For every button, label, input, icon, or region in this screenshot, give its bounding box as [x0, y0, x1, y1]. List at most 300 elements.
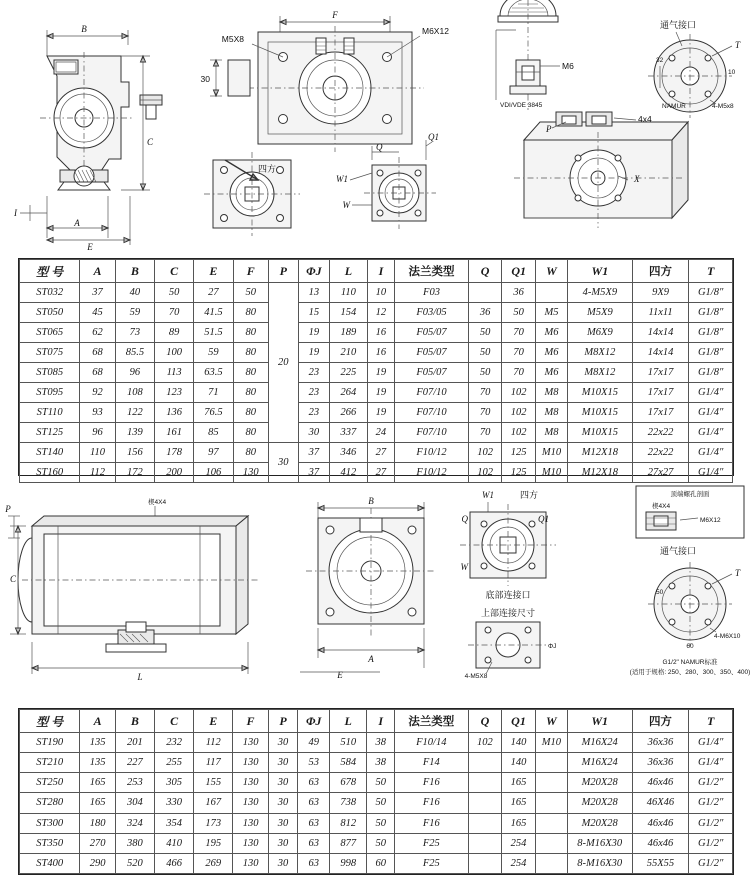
svg-text:60: 60	[686, 643, 694, 650]
cell-value: 46X46	[632, 793, 689, 813]
cell-value: 38	[367, 753, 395, 773]
cell-value: 22x22	[632, 423, 689, 443]
cell-value: 22x22	[632, 443, 689, 463]
cell-value	[535, 753, 567, 773]
cell-value: 46x46	[632, 773, 689, 793]
cell-value: 122	[115, 403, 154, 423]
cell-model: ST095	[20, 383, 80, 403]
svg-text:W: W	[460, 562, 468, 572]
svg-text:Q: Q	[376, 142, 383, 152]
cell-value: 10	[367, 283, 395, 303]
spec-table-top-grid	[19, 259, 733, 483]
th-i: I	[367, 260, 395, 283]
cell-model: ST032	[20, 283, 80, 303]
table-body-top	[20, 283, 733, 483]
cell-value: 37	[298, 443, 330, 463]
svg-text:Q: Q	[461, 514, 468, 524]
cell-value: 46x46	[632, 813, 689, 833]
cell-value: G1/4″	[689, 423, 733, 443]
cell-value: 63	[298, 813, 330, 833]
cell-value: G1/8″	[689, 343, 733, 363]
cell-value: 165	[502, 773, 536, 793]
svg-text:ΦJ: ΦJ	[548, 643, 557, 650]
svg-text:50: 50	[656, 589, 664, 596]
cell-value: 178	[155, 443, 194, 463]
cell-value: F03	[395, 283, 469, 303]
cell-value: 24	[367, 423, 395, 443]
cell-value: 16	[367, 323, 395, 343]
cell-model: ST160	[20, 463, 80, 483]
cell-value	[468, 813, 502, 833]
th-e: E	[194, 260, 233, 283]
cell-value: 16	[367, 343, 395, 363]
cell-value: 50	[468, 363, 502, 383]
cell-value: 102	[502, 423, 536, 443]
cell-value: 30	[268, 773, 298, 793]
cell-value: 96	[80, 423, 115, 443]
svg-text:G1/2" NAMUR标准: G1/2" NAMUR标准	[662, 659, 718, 666]
svg-text:底部连接口: 底部连接口	[485, 590, 531, 600]
cell-value: 130	[233, 813, 268, 833]
cell-value: G1/2″	[689, 853, 733, 873]
svg-text:X: X	[634, 174, 640, 184]
cell-value: 38	[367, 733, 395, 753]
cell-value: G1/4″	[689, 753, 733, 773]
cell-model: ST140	[20, 443, 80, 463]
cell-value	[535, 773, 567, 793]
svg-text:四方: 四方	[258, 164, 277, 174]
cell-model: ST250	[20, 773, 80, 793]
view-namur-cap-bottom	[630, 545, 750, 676]
cell-value: 232	[154, 733, 193, 753]
cell-value: 165	[80, 773, 115, 793]
th-l: L	[330, 710, 367, 733]
cell-value: 27x27	[632, 463, 689, 483]
cell-value: 112	[80, 463, 115, 483]
cell-value: F25	[395, 853, 469, 873]
table-header-row	[20, 710, 733, 733]
cell-value: 68	[80, 363, 115, 383]
cell-value: 102	[502, 403, 536, 423]
th-a: A	[80, 710, 115, 733]
cell-value: 102	[468, 463, 502, 483]
cell-value: 8-M16X30	[567, 853, 632, 873]
cell-value: M10X15	[568, 383, 633, 403]
svg-text:W1: W1	[482, 490, 494, 500]
svg-text:楔4X4: 楔4X4	[148, 499, 167, 506]
cell-model: ST050	[20, 303, 80, 323]
cell-value: 354	[154, 813, 193, 833]
cell-value: 50	[367, 813, 395, 833]
svg-text:W: W	[342, 200, 350, 210]
cell-value: 102	[468, 733, 502, 753]
cell-value: 70	[502, 343, 536, 363]
th-q1: Q1	[502, 260, 536, 283]
cell-value: 100	[155, 343, 194, 363]
svg-text:F: F	[332, 10, 338, 20]
svg-text:M6X12: M6X12	[422, 26, 449, 36]
view-top-thread-section	[636, 486, 744, 538]
cell-value: F05/07	[395, 323, 469, 343]
view-long-side	[4, 497, 258, 682]
cell-value: 19	[298, 343, 330, 363]
svg-text:NAMUR: NAMUR	[662, 103, 686, 110]
cell-value: 37	[298, 463, 330, 483]
cell-value: 412	[330, 463, 367, 483]
cell-value: 19	[367, 383, 395, 403]
table-row	[20, 323, 733, 343]
cell-value: M12X18	[568, 463, 633, 483]
cell-model: ST210	[20, 753, 80, 773]
svg-text:通气接口: 通气接口	[660, 20, 697, 30]
cell-value: 36	[468, 303, 502, 323]
cell-value: 14x14	[632, 343, 689, 363]
cell-value: 998	[330, 853, 367, 873]
cell-value: 266	[330, 403, 367, 423]
cell-value: F25	[395, 833, 469, 853]
cell-model: ST065	[20, 323, 80, 343]
cell-value: 225	[330, 363, 367, 383]
svg-text:B: B	[81, 24, 87, 34]
cell-value: 80	[233, 303, 268, 323]
view-left-side	[13, 24, 162, 252]
cell-value: 80	[233, 403, 268, 423]
cell-value: F03/05	[395, 303, 469, 323]
cell-value: G1/4″	[689, 383, 733, 403]
cell-value: G1/8″	[689, 363, 733, 383]
cell-value: 140	[502, 753, 536, 773]
cell-value: 165	[502, 813, 536, 833]
cell-value	[535, 833, 567, 853]
svg-text:L: L	[137, 672, 143, 682]
svg-text:C: C	[146, 137, 154, 147]
svg-text:30: 30	[200, 74, 210, 84]
cell-value: 19	[367, 403, 395, 423]
cell-value: 102	[502, 383, 536, 403]
cell-value: F05/07	[395, 343, 469, 363]
cell-value: 195	[194, 833, 233, 853]
cell-value: 130	[233, 773, 268, 793]
cell-value: 50	[155, 283, 194, 303]
table-row	[20, 853, 733, 873]
cell-value: 330	[154, 793, 193, 813]
cell-value: 50	[367, 833, 395, 853]
cell-value: 27	[194, 283, 233, 303]
cell-value: 108	[115, 383, 154, 403]
cell-model: ST300	[20, 813, 80, 833]
svg-text:W1: W1	[336, 174, 348, 184]
table-row	[20, 773, 733, 793]
cell-value: 36	[502, 283, 536, 303]
cell-value: 60	[367, 853, 395, 873]
cell-value: 12	[367, 303, 395, 323]
cell-value: 346	[330, 443, 367, 463]
cell-value: 27	[367, 463, 395, 483]
view-end-square	[300, 496, 436, 680]
cell-value: 130	[233, 853, 268, 873]
cell-value: 85.5	[115, 343, 154, 363]
svg-text:10: 10	[728, 69, 736, 76]
cell-value: 30	[268, 753, 298, 773]
cell-value: M10	[535, 733, 567, 753]
cell-value: F05/07	[395, 363, 469, 383]
cell-value: 254	[502, 853, 536, 873]
cell-value: 264	[330, 383, 367, 403]
cell-value	[468, 283, 502, 303]
cell-value: 17x17	[632, 363, 689, 383]
th-q: Q	[468, 710, 502, 733]
svg-text:T: T	[735, 568, 741, 578]
th-phij: ΦJ	[298, 710, 330, 733]
th-e: E	[194, 710, 233, 733]
th-w: W	[535, 260, 567, 283]
th-phij: ΦJ	[298, 260, 330, 283]
cell-value: 49	[298, 733, 330, 753]
cell-value: 80	[233, 423, 268, 443]
cell-value: 102	[468, 443, 502, 463]
cell-value: 125	[502, 443, 536, 463]
cell-value: 70	[468, 383, 502, 403]
svg-text:VDI/VDE 3845: VDI/VDE 3845	[500, 102, 543, 109]
svg-text:楔4X4: 楔4X4	[652, 503, 671, 510]
cell-value: 304	[115, 793, 154, 813]
cell-value: F10/12	[395, 463, 469, 483]
cell-value: 113	[155, 363, 194, 383]
cell-value: M10X15	[568, 423, 633, 443]
cell-model: ST190	[20, 733, 80, 753]
th-flange: 法兰类型	[395, 710, 469, 733]
view-vdi-detail	[496, 0, 574, 110]
svg-text:P: P	[5, 504, 11, 514]
svg-text:四方: 四方	[520, 490, 539, 500]
svg-text:T: T	[735, 40, 741, 50]
cell-value: 36x36	[632, 753, 689, 773]
cell-value: F10/12	[395, 443, 469, 463]
view-body-right	[514, 112, 688, 228]
cell-value: 305	[154, 773, 193, 793]
svg-text:A: A	[368, 654, 374, 664]
cell-value	[535, 793, 567, 813]
cell-value: 30	[268, 733, 298, 753]
svg-text:(适用于规格: 250、280、300、350、400): (适用于规格: 250、280、300、350、400)	[629, 669, 750, 676]
cell-value: 73	[115, 323, 154, 343]
cell-value	[468, 833, 502, 853]
th-flange: 法兰类型	[395, 260, 469, 283]
cell-value: 167	[194, 793, 233, 813]
cell-value: 41.5	[194, 303, 233, 323]
cell-value: 23	[298, 403, 330, 423]
svg-text:Q1: Q1	[538, 514, 549, 524]
cell-value: 106	[194, 463, 233, 483]
cell-value: 269	[194, 853, 233, 873]
th-f: F	[233, 710, 268, 733]
table-row	[20, 753, 733, 773]
cell-value	[535, 283, 567, 303]
th-w1: W1	[568, 260, 633, 283]
cell-value: F07/10	[395, 403, 469, 423]
cell-value: 50	[233, 283, 268, 303]
cell-value: 156	[115, 443, 154, 463]
cell-value: 13	[298, 283, 330, 303]
cell-value: 466	[154, 853, 193, 873]
cell-value: 154	[330, 303, 367, 323]
table-row	[20, 733, 733, 753]
cell-value: 11x11	[632, 303, 689, 323]
cell-value: 50	[502, 303, 536, 323]
cell-value: 117	[194, 753, 233, 773]
svg-text:C: C	[10, 574, 17, 584]
cell-value: 210	[330, 343, 367, 363]
svg-text:P: P	[546, 124, 552, 134]
table-row	[20, 463, 733, 483]
cell-value: G1/4″	[689, 443, 733, 463]
cell-value: 40	[115, 283, 154, 303]
cell-value: 17x17	[632, 383, 689, 403]
cell-value: 80	[233, 323, 268, 343]
cell-value: 324	[115, 813, 154, 833]
th-square: 四方	[632, 710, 689, 733]
cell-value: 584	[330, 753, 367, 773]
cell-value: M8	[535, 423, 567, 443]
cell-value: 93	[80, 403, 115, 423]
cell-value: F16	[395, 813, 469, 833]
cell-value: 140	[502, 733, 536, 753]
th-q1: Q1	[502, 710, 536, 733]
table-body-bottom	[20, 733, 733, 874]
cell-value: 92	[80, 383, 115, 403]
cell-value: 80	[233, 363, 268, 383]
cell-value: M5X9	[568, 303, 633, 323]
cell-value: 227	[115, 753, 154, 773]
svg-text:M6X12: M6X12	[700, 517, 721, 524]
cell-value: 14x14	[632, 323, 689, 343]
cell-value: 70	[502, 323, 536, 343]
cell-value: 738	[330, 793, 367, 813]
th-a: A	[80, 260, 115, 283]
cell-value: 76.5	[194, 403, 233, 423]
cell-value: 30	[268, 793, 298, 813]
cell-value: 125	[502, 463, 536, 483]
cell-value: 70	[502, 363, 536, 383]
cell-value: 136	[155, 403, 194, 423]
cell-value: 130	[233, 753, 268, 773]
th-i: I	[367, 710, 395, 733]
svg-text:4-M5x8: 4-M5x8	[712, 103, 734, 110]
cell-value: G1/4″	[689, 733, 733, 753]
cell-value: 255	[154, 753, 193, 773]
cell-value: 23	[298, 383, 330, 403]
cell-value: 201	[115, 733, 154, 753]
cell-value: G1/2″	[689, 833, 733, 853]
cell-value: 70	[468, 423, 502, 443]
th-p: P	[268, 710, 298, 733]
cell-value: 110	[80, 443, 115, 463]
cell-value: 135	[80, 733, 115, 753]
cell-value: M6	[535, 323, 567, 343]
cell-value: M8X12	[568, 343, 633, 363]
cell-value: 70	[155, 303, 194, 323]
cell-value: 130	[233, 793, 268, 813]
cell-value: 135	[80, 753, 115, 773]
svg-text:通气接口: 通气接口	[660, 546, 697, 556]
svg-text:上部连接尺寸: 上部连接尺寸	[480, 608, 536, 618]
th-model: 型 号	[20, 260, 80, 283]
cell-value: 71	[194, 383, 233, 403]
cell-value: G1/8″	[689, 303, 733, 323]
cell-value: 50	[468, 343, 502, 363]
cell-value: 89	[155, 323, 194, 343]
cell-value: 200	[155, 463, 194, 483]
svg-text:A: A	[74, 218, 80, 228]
cell-value: 130	[233, 733, 268, 753]
cell-value: 59	[115, 303, 154, 323]
cell-value: 410	[154, 833, 193, 853]
cell-value: 63.5	[194, 363, 233, 383]
table-row	[20, 403, 733, 423]
cell-value: 27	[367, 443, 395, 463]
cell-value: M6X9	[568, 323, 633, 343]
cell-value: 254	[502, 833, 536, 853]
th-w1: W1	[567, 710, 632, 733]
svg-text:顶端螺孔剖面: 顶端螺孔剖面	[670, 491, 710, 498]
cell-value	[535, 853, 567, 873]
cell-value: 161	[155, 423, 194, 443]
cell-value: 337	[330, 423, 367, 443]
cell-value: 68	[80, 343, 115, 363]
cell-value: 172	[115, 463, 154, 483]
cell-value: 510	[330, 733, 367, 753]
cell-value: G1/4″	[689, 403, 733, 423]
cell-value: 80	[233, 443, 268, 463]
top-drawing-area	[0, 0, 750, 255]
cell-value: 8-M16X30	[567, 833, 632, 853]
svg-text:Q1: Q1	[428, 132, 439, 142]
cell-value: 165	[502, 793, 536, 813]
svg-text:B: B	[368, 496, 374, 506]
cell-value: M8	[535, 383, 567, 403]
table-row	[20, 423, 733, 443]
svg-text:4-M6X10: 4-M6X10	[714, 633, 741, 640]
view-namur-cap	[648, 19, 741, 118]
cell-value: M16X24	[567, 733, 632, 753]
cell-value: 19	[298, 323, 330, 343]
cell-model: ST350	[20, 833, 80, 853]
th-b: B	[115, 710, 154, 733]
cell-value: 180	[80, 813, 115, 833]
table-row	[20, 363, 733, 383]
cell-value: M12X18	[568, 443, 633, 463]
cell-model: ST075	[20, 343, 80, 363]
cell-value: 380	[115, 833, 154, 853]
cell-value: 59	[194, 343, 233, 363]
cell-value: 17x17	[632, 403, 689, 423]
svg-text:M5X8: M5X8	[221, 34, 244, 44]
spec-table-top	[18, 258, 734, 476]
cell-value: M20X28	[567, 813, 632, 833]
cell-value: M8X12	[568, 363, 633, 383]
cell-value: M6	[535, 343, 567, 363]
cell-value: F14	[395, 753, 469, 773]
svg-text:E: E	[87, 242, 93, 252]
svg-text:32: 32	[656, 57, 664, 64]
cell-model: ST110	[20, 403, 80, 423]
cell-value: 80	[233, 343, 268, 363]
cell-value	[468, 753, 502, 773]
spec-table-bottom-grid	[19, 709, 733, 874]
cell-value: G1/4″	[689, 463, 733, 483]
cell-value: 80	[233, 383, 268, 403]
cell-value: M8	[535, 403, 567, 423]
